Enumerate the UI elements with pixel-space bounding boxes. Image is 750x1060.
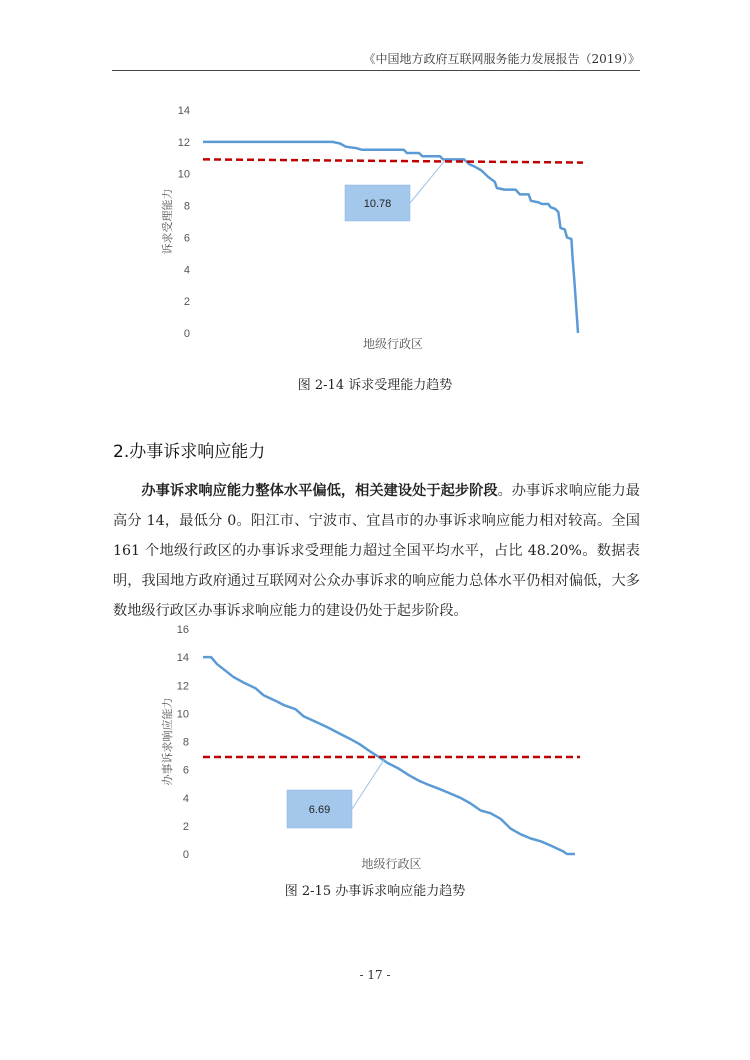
y-tick-label: 0: [182, 849, 189, 861]
chart-acceptance-trend-svg: [0, 0, 750, 400]
y-tick-label: 4: [182, 792, 189, 805]
x-axis-label: 地级行政区: [361, 857, 422, 871]
y-tick-label: 8: [183, 200, 190, 213]
annotation-leader-line: [410, 161, 444, 203]
section-heading: 2.办事诉求响应能力: [113, 442, 266, 462]
y-tick-label: 2: [182, 820, 189, 833]
average-line: [203, 159, 583, 162]
y-tick-label: 16: [176, 624, 189, 636]
chart-acceptance-trend: [0, 0, 750, 404]
x-axis-label: 地级行政区: [362, 337, 424, 351]
y-axis-label: 办事诉求响应能力: [162, 697, 174, 786]
chart-response-trend-svg: [0, 600, 750, 885]
figure-caption-2-14: 图 2-14 诉求受理能力趋势: [297, 378, 453, 393]
y-axis-label: 诉求受理能力: [162, 188, 174, 255]
figure-caption-2-15: 图 2-15 办事诉求响应能力趋势: [284, 884, 466, 899]
y-tick-label: 6: [183, 232, 190, 245]
y-tick-label: 10: [176, 708, 189, 721]
y-tick-label: 0: [183, 328, 190, 340]
annotation-value-label: 6.69: [308, 804, 331, 816]
score-series-line: [203, 657, 575, 854]
y-tick-label: 2: [183, 296, 190, 309]
annotation-leader-line: [352, 760, 384, 809]
y-tick-label: 6: [182, 764, 189, 777]
paragraph-body: 。办事诉求响应能力最高分 14，最低分 0。阳江市、宁波市、宜昌市的办事诉求响应能力相对较高。全国 161 个地级行政区的办事诉求受理能力超过全国平均水平，占比 48.20%。数据表明，我国地方政府通过互联网对公众办事诉求的响应能力总体水平仍相对偏低，大多数地级行政区办事诉求响应能力的建设仍处于起步阶段。: [113, 483, 640, 619]
y-tick-label: 12: [177, 136, 190, 149]
y-tick-label: 14: [176, 652, 189, 665]
y-tick-label: 10: [177, 168, 190, 181]
lead-sentence: 办事诉求响应能力整体水平偏低，相关建设处于起步阶段: [141, 483, 498, 499]
page-number: - 17 -: [359, 968, 391, 982]
y-tick-label: 4: [183, 264, 190, 277]
annotation-value-label: 10.78: [363, 198, 392, 210]
chart-response-trend: [0, 600, 750, 889]
y-tick-label: 12: [176, 680, 189, 693]
running-header: 《中国地方政府互联网服务能力发展报告（2019）》: [363, 52, 640, 66]
score-series-line: [203, 142, 578, 333]
y-tick-label: 14: [177, 105, 190, 117]
y-tick-label: 8: [182, 736, 189, 749]
